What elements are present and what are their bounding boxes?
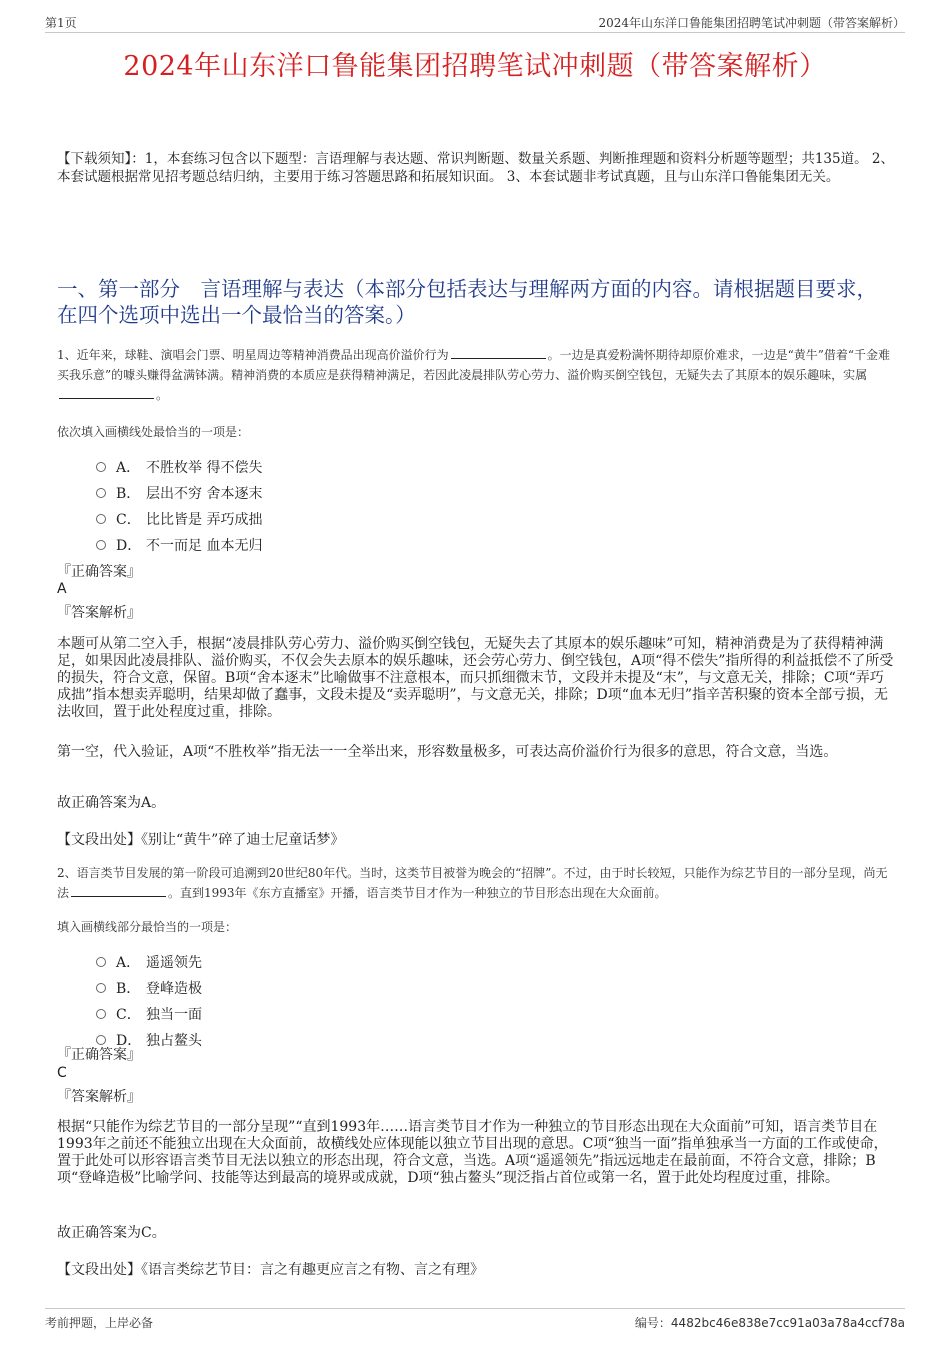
analysis-paragraph: 第一空，代入验证，A项“不胜枚举”指无法一一全举出来，形容数量极多，可表达高价溢价行为很多的意思，符合文意，当选。 — [57, 744, 838, 760]
radio-button-icon[interactable] — [96, 462, 106, 472]
question-2-prompt: 填入画横线部分最恰当的一项是： — [57, 920, 238, 934]
radio-button-icon[interactable] — [96, 540, 106, 550]
answer-blank — [451, 347, 546, 359]
radio-button-icon[interactable] — [96, 1009, 106, 1019]
answer-blank — [59, 387, 154, 399]
correct-answer: A — [57, 581, 67, 597]
correct-answer-label: 『正确答案』 — [57, 564, 141, 580]
correct-answer: C — [57, 1065, 67, 1081]
page-header — [45, 12, 905, 33]
text-source: 【文段出处】《别让“黄牛”碎了迪士尼童话梦》 — [57, 832, 345, 848]
section-title: 一、第一部分 言语理解与表达（本部分包括表达与理解两方面的内容。请根据题目要求，在四个选项中选出一个最恰当的答案。） — [57, 277, 877, 327]
document-title: 2024年山东洋口鲁能集团招聘笔试冲刺题（带答案解析） — [123, 51, 827, 82]
analysis-paragraph: 根据“只能作为综艺节目的一部分呈现”“直到1993年……语言类节目才作为一种独立的节目形态出现在大众面前”可知，语言类节目在1993年之前还不能独立出现在大众面前，故横线处应体现能以独立节目出现的意思。C项“独当一面”指单独承当一方面的工作或使命，置于此处可以形容语言类节目无法以独立的形态出现，符合文意，当选。A项“遥遥领先”指远远地走在最前面，不符合文意，排除；B项“登峰造极”比喻学问、技能等达到最高的境界或成就，D项“独占鳌头”现泛指占首位或第一名，置于此处均程度过重，排除。 — [57, 1119, 888, 1186]
analysis-label: 『答案解析』 — [57, 1089, 141, 1105]
question-2-text: 2、语言类节目发展的第一阶段可追溯到20世纪80年代。当时，这类节目被誉为晚会的“招牌”。不过，由于时长较短，只能作为综艺节目的一部分呈现，尚无法 。直到1993年《东方直播室》开播，语言类节目才作为一种独立的节目形态出现在大众面前。 — [57, 866, 888, 900]
question-1-text: 1、近年来，球鞋、演唱会门票、明星周边等精神消费品出现高价溢价行为 。一边是真爱粉满怀期待却原价难求，一边是“黄牛”借着“千金难买我乐意”的噱头赚得盆满钵满。精神消费的本质应是获得精神满足，若因此凌晨排队劳心劳力、溢价购买倒空钱包，无疑失去了其原本的娱乐趣味，实属。 — [57, 348, 891, 402]
download-notice: 【下载须知】：1，本套练习包含以下题型：言语理解与表达题、常识判断题、数量关系题、判断推理题和资料分析题等题型；共135道。 2、本套试题根据常见招考题总结归纳，主要用于练习答题思路和拓展知识面。 3、本套试题非考试真题，且与山东洋口鲁能集团无关。 — [57, 151, 894, 185]
analysis-label: 『答案解析』 — [57, 605, 141, 621]
footer-slogan: 考前押题，上岸必备 — [45, 1316, 154, 1330]
radio-button-icon[interactable] — [96, 983, 106, 993]
document-code: 编号：4482bc46e838e7cc91a03a78a4ccf78a — [634, 1316, 905, 1330]
radio-button-icon[interactable] — [96, 957, 106, 967]
analysis-paragraph: 本题可从第二空入手，根据“凌晨排队劳心劳力、溢价购买倒空钱包，无疑失去了其原本的娱乐趣味”可知，精神消费是为了获得精神满足，如果因此凌晨排队、溢价购买，不仅会失去原本的娱乐趣味，还会劳心劳力、倒空钱包，A项“得不偿失”指所得的利益抵偿不了所受的损失，符合文意，保留。B项“舍本逐末”比喻做事不注意根本，而只抓细微末节，文段并未提及“末”，与文意无关，排除；C项“弄巧成拙”指本想卖弄聪明，结果却做了蠢事，文段未提及“卖弄聪明”，与文意无关，排除；D项“血本无归”指辛苦积聚的资本全部亏损，无法收回，置于此处程度过重，排除。 — [57, 636, 894, 720]
page-number: 第1页 — [45, 16, 77, 30]
correct-answer-label: 『正确答案』 — [57, 1047, 141, 1063]
analysis-conclusion: 故正确答案为C。 — [57, 1225, 166, 1241]
header-title: 2024年山东洋口鲁能集团招聘笔试冲刺题（带答案解析） — [598, 16, 905, 30]
question-1-prompt: 依次填入画横线处最恰当的一项是： — [57, 425, 250, 439]
answer-blank — [71, 885, 166, 897]
analysis-conclusion: 故正确答案为A。 — [57, 795, 166, 811]
page-footer — [45, 1308, 905, 1333]
radio-button-icon[interactable] — [96, 514, 106, 524]
radio-button-icon[interactable] — [96, 488, 106, 498]
text-source: 【文段出处】《语言类综艺节目：言之有趣更应言之有物、言之有理》 — [57, 1262, 484, 1278]
